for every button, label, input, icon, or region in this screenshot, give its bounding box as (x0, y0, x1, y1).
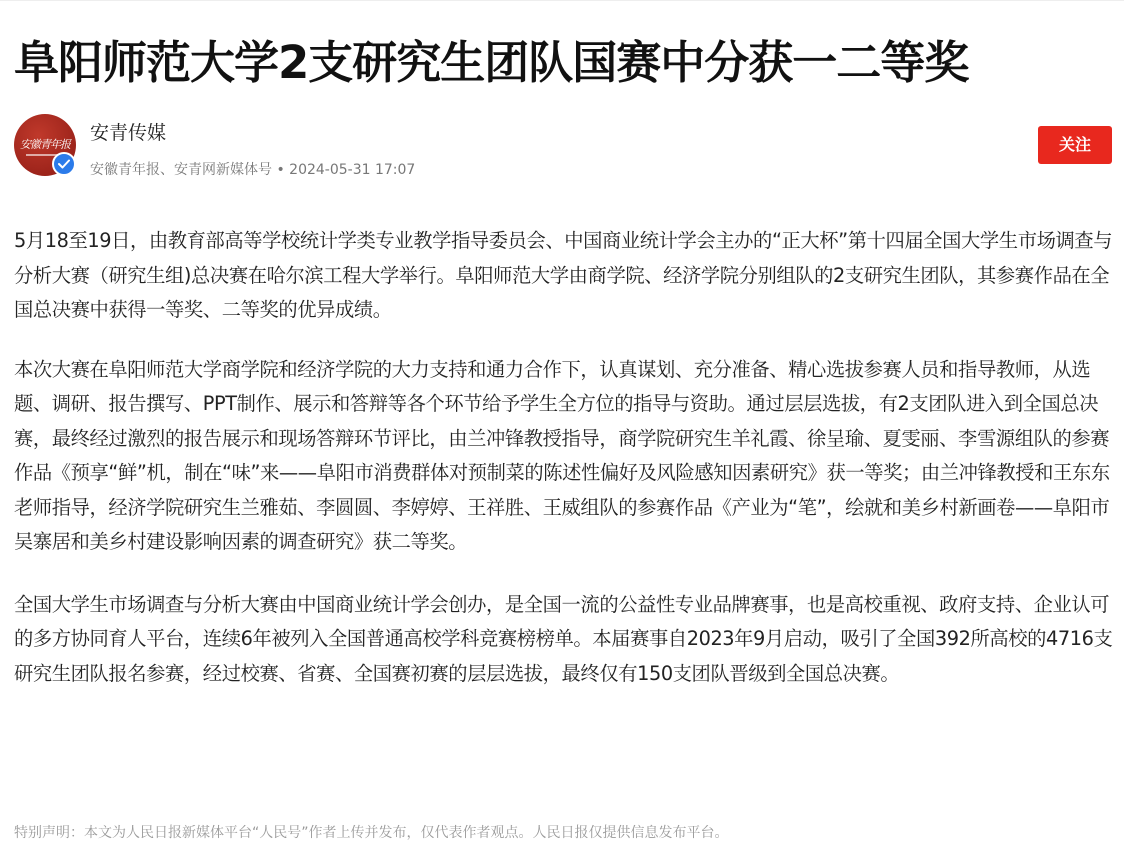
article-paragraph-3: 全国大学生市场调查与分析大赛由中国商业统计学会创办，是全国一流的公益性专业品牌赛事，也是高校重视、政府支持、企业认可的多方协同育人平台，连续6年被列入全国普通高校学科竞赛榜榜单。本届赛事自2023年9月启动，吸引了全国392所高校的4716支研究生团队报名参赛，经过校赛、省赛、全国赛初赛的层层选拔，最终仅有150支团队晋级到全国总决赛。 (14, 592, 1113, 685)
follow-button[interactable]: 关注 (1038, 126, 1112, 164)
author-name[interactable]: 安青传媒 (90, 122, 167, 144)
author-meta: 安徽青年报、安青网新媒体号 • 2024-05-31 17:07 (90, 162, 416, 178)
verified-badge-icon (52, 152, 76, 176)
author-info (14, 114, 1114, 178)
article-paragraph-2: 本次大赛在阜阳师范大学商学院和经济学院的大力支持和通力合作下，认真谋划、充分准备、精心选拔参赛人员和指导教师，从选题、调研、报告撰写、PPT制作、展示和答辩等各个环节给予学生全方位的指导与资助。通过层层选拔，有2支团队进入到全国总决赛，最终经过激烈的报告展示和现场答辩环节评比，由兰冲锋教授指导，商学院研究生羊礼霞、徐呈瑜、夏雯丽、李雪源组队的参赛作品《预享“鲜”机，制在“味”来——阜阳市消费群体对预制菜的陈述性偏好及风险感知因素研究》获一等奖；由兰冲锋教授和王东东老师指导，经济学院研究生兰雅茹、李圆圆、李婷婷、王祥胜、王威组队的参赛作品《产业为“笔”，绘就和美乡村新画卷——阜阳市吴寨居和美乡村建设影响因素的调查研究》获二等奖。 (14, 357, 1110, 553)
disclaimer: 特别声明：本文为人民日报新媒体平台“人民号”作者上传并发布，仅代表作者观点。人民日报仅提供信息发布平台。 (14, 825, 729, 841)
article-body (14, 224, 1114, 716)
article-title: 阜阳师范大学2支研究生团队国赛中分获一二等奖 (14, 36, 969, 89)
avatar-logo-text: 安徽青年报 (20, 138, 70, 151)
article-paragraph-1: 5月18至19日，由教育部高等学校统计学类专业教学指导委员会、中国商业统计学会主办的“正大杯”第十四届全国大学生市场调查与分析大赛（研究生组)总决赛在哈尔滨工程大学举行。阜阳师范大学由商学院、经济学院分别组队的2支研究生团队，其参赛作品在全国总决赛中获得一等奖、二等奖的优异成绩。 (14, 229, 1113, 321)
top-divider (0, 0, 1124, 6)
